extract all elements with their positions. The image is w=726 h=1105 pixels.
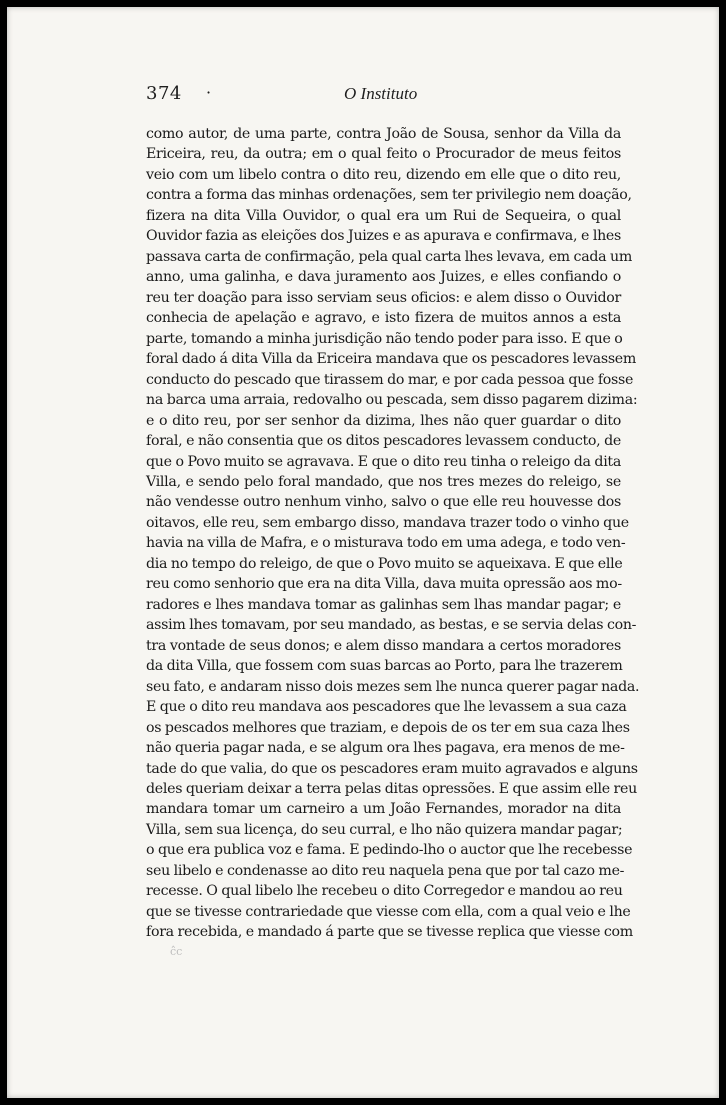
text-line: não vendesse outro nenhum vinho, salvo o que elle reu houvesse dos: [146, 494, 621, 511]
text-line: E que o dito reu mandava aos pescadores que lhe levassem a sua caza: [146, 699, 627, 716]
text-line: conducto do pescado que tirassem do mar, e por cada pessoa que fosse: [146, 371, 634, 388]
text-line: não queria pagar nada, e se algum ora lhes pagava, era menos de me-: [146, 740, 625, 757]
book-page: [7, 7, 719, 1098]
text-line: parte, tomando a minha jurisdição não tendo poder para isso. E que o: [146, 330, 623, 347]
text-line: tade do que valia, do que os pescadores eram muito agravados e alguns: [146, 760, 638, 777]
faint-footer-mark: ĉc: [170, 945, 183, 958]
text-line: veio com um libelo contra o dito reu, dizendo em elle que o dito reu,: [146, 166, 621, 183]
text-line: Villa, sem sua licença, do seu curral, e lho não quizera mandar pagar;: [146, 821, 623, 838]
text-line: anno, uma galinha, e dava juramento aos Juizes, e elles confiando o: [146, 269, 621, 286]
running-header: [146, 83, 626, 107]
text-line: que o Povo muito se agravava. E que o dito reu tinha o releigo da dita: [146, 453, 621, 470]
text-line: como autor, de uma parte, contra João de Sousa, senhor da Villa da: [146, 126, 621, 142]
text-line: Ouvidor fazia as eleições dos Juizes e as apurava e confirmava, e lhes: [146, 228, 621, 245]
text-line: os pescados melhores que traziam, e depois de os ter em sua caza lhes: [146, 719, 630, 736]
text-line: contra a forma das minhas ordenações, sem ter privilegio nem doação,: [146, 187, 632, 204]
text-line: que se tivesse contrariedade que viesse com ella, com a qual veio e lhe: [146, 903, 631, 920]
text-line: recesse. O qual libelo lhe recebeu o dito Corregedor e mandou ao reu: [146, 883, 623, 900]
text-line: Ericeira, reu, da outra; em o qual feito o Procurador de meus feitos: [146, 146, 621, 163]
text-line: fora recebida, e mandado á parte que se tivesse replica que viesse com: [146, 924, 633, 941]
text-line: oitavos, elle reu, sem embargo disso, mandava trazer todo o vinho que: [146, 514, 629, 531]
text-line: foral, e não consentia que os ditos pescadores levassem conducto, de: [146, 433, 621, 450]
journal-title: O Instituto: [344, 84, 418, 103]
text-line: foral dado á dita Villa da Ericeira mandava que os pescadores levassem: [146, 351, 637, 368]
text-line: deles queriam deixar a terra pelas ditas opressões. E que assim elle reu: [146, 781, 637, 797]
text-line: Villa, e sendo pelo foral mandado, que nos tres mezes do releigo, se: [146, 473, 621, 490]
text-line: e o dito reu, por ser senhor da dizima, lhes não quer guardar o dito: [146, 412, 621, 429]
text-line: conhecia de apelação e agravo, e isto fizera de muitos annos a esta: [146, 310, 621, 327]
text-line: o que era publica voz e fama. E pedindo-lho o auctor que lhe recebesse: [146, 842, 633, 859]
text-line: seu libelo e condenasse ao dito reu naquela pena que por tal cazo me-: [146, 862, 625, 879]
text-line: havia na villa de Mafra, e o misturava todo em uma adega, e todo ven-: [146, 535, 626, 552]
page-number: 374: [146, 83, 182, 104]
text-line: assim lhes tomavam, por seu mandado, as bestas, e se servia delas con-: [146, 617, 637, 634]
text-line: mandara tomar um carneiro a um João Fernandes, morador na dita: [146, 801, 621, 818]
text-line: fizera na dita Villa Ouvidor, o qual era um Rui de Sequeira, o qual: [146, 207, 621, 224]
header-separator: ·: [206, 83, 212, 102]
text-line: na barca uma arraia, redovalho ou pescada, sem disso pagarem dizima:: [146, 392, 638, 409]
text-line: dia no tempo do releigo, de que o Povo muito se aqueixava. E que elle: [146, 555, 623, 572]
text-line: reu como senhorio que era na dita Villa, dava muita opressão aos mo-: [146, 576, 622, 593]
text-line: radores e lhes mandava tomar as galinhas sem lhas mandar pagar; e: [146, 596, 621, 613]
text-line: da dita Villa, que fossem com suas barcas ao Porto, para lhe trazerem: [146, 658, 623, 675]
text-line: tra vontade de seus donos; e alem disso mandara a certos moradores: [146, 637, 621, 654]
body-text: [146, 124, 640, 943]
text-line: seu fato, e andaram nisso dois mezes sem lhe nunca querer pagar nada.: [146, 678, 640, 695]
text-line: reu ter doação para isso serviam seus oficios: e alem disso o Ouvidor: [146, 289, 621, 306]
text-line: passava carta de confirmação, pela qual carta lhes levava, em cada um: [146, 248, 632, 265]
